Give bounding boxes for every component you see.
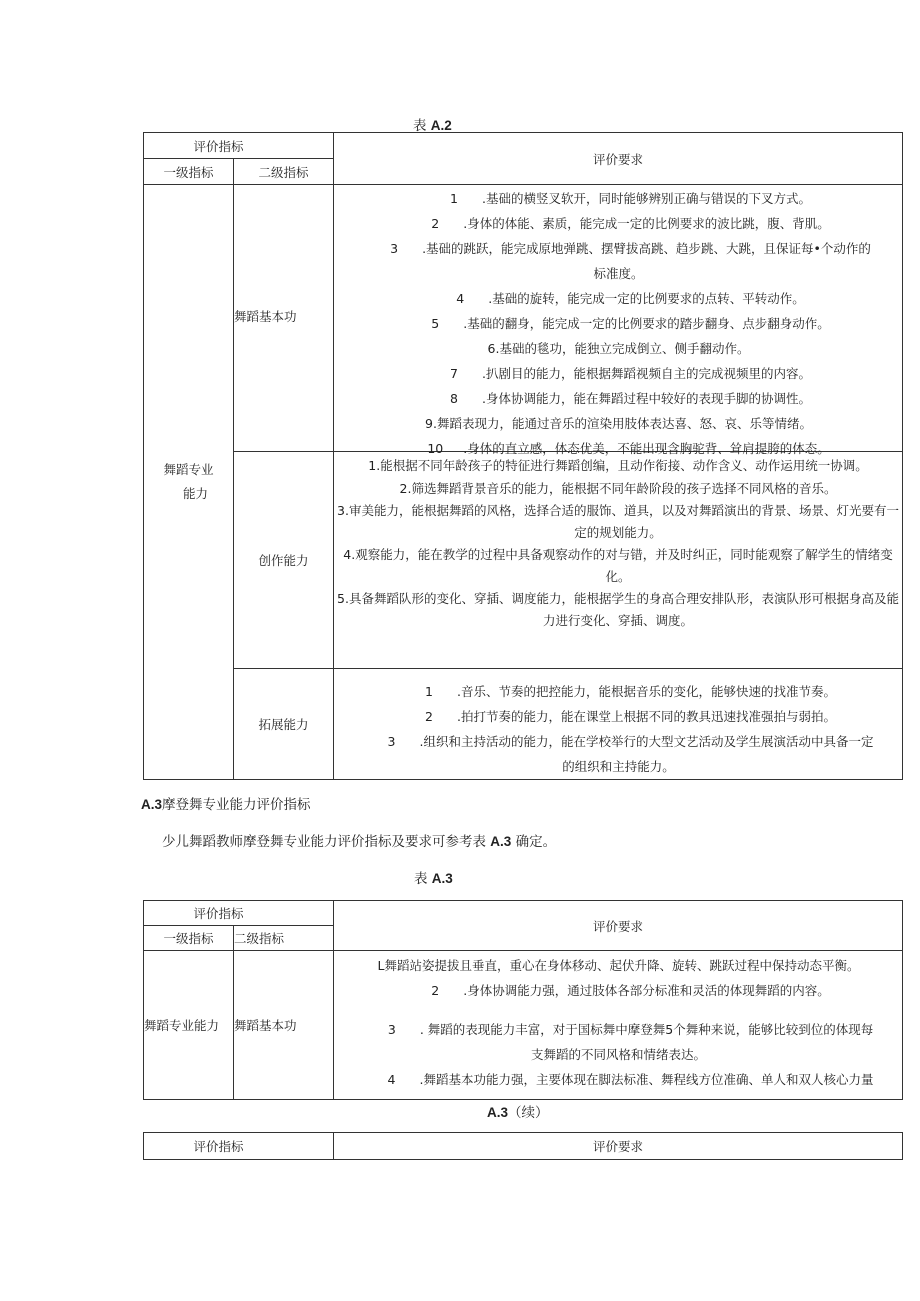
requirement-line: 1 .音乐、节奏的把控能力，能根据音乐的变化，能够快速的找准节奏。 bbox=[425, 684, 836, 699]
table-a2 bbox=[143, 132, 903, 780]
requirement-line: 3 .基础的跳跃，能完成原地弹跳、摆臂拔高跳、趋步跳、大跳，且保证每•个动作的 bbox=[390, 241, 871, 256]
requirement-line: 2 .拍打节奏的能力，能在课堂上根据不同的教具迅速找准强拍与弱拍。 bbox=[425, 709, 836, 724]
table-a3-continued bbox=[143, 1132, 903, 1160]
requirement-line: 10 .身体的直立感，体态优美，不能出现含胸驼背、耸肩提胯的体态。 bbox=[427, 441, 830, 456]
section-a3-paragraph: 少儿舞蹈教师摩登舞专业能力评价指标及要求可参考表 A.3 确定。 bbox=[162, 834, 557, 850]
header-evaluation-index: 评价指标 bbox=[144, 901, 334, 926]
requirement-line: 标准度。 bbox=[593, 266, 644, 281]
requirement-line: 9.舞蹈表现力，能通过音乐的渲染用肢体表达喜、怒、哀、乐等情绪。 bbox=[425, 416, 812, 431]
level2-creation-ability: 创作能力 bbox=[234, 452, 334, 669]
header-level2: 二级指标 bbox=[234, 159, 334, 185]
requirement-line: 1 .基础的横竖叉软开，同时能够辨别正确与错误的下叉方式。 bbox=[450, 191, 811, 206]
requirement-line: 的组织和主持能力。 bbox=[562, 759, 675, 774]
header-evaluation-requirement: 评价要求 bbox=[334, 133, 903, 185]
requirement-line: 3 .组织和主持活动的能力，能在学校举行的大型文艺活动及学生展演活动中具备一定 bbox=[387, 734, 874, 749]
requirement-line: 2.筛选舞蹈背景音乐的能力，能根据不同年龄阶段的孩子选择不同风格的音乐。 bbox=[399, 481, 837, 496]
level1-dance-ability: 舞蹈专业能力 bbox=[144, 951, 234, 1100]
basic-skill-requirements bbox=[334, 951, 903, 1100]
header-level1: 一级指标 bbox=[144, 159, 234, 185]
requirement-line: 支舞蹈的不同风格和情绪表达。 bbox=[531, 1047, 707, 1062]
requirement-line: 7 .扒剧目的能力，能根据舞蹈视频自主的完成视频里的内容。 bbox=[450, 366, 811, 381]
level2-basic-skill: 舞蹈基本功 bbox=[234, 185, 334, 452]
requirement-line: 3.审美能力，能根据舞蹈的风格，选择合适的服饰、道具，以及对舞蹈演出的背景、场景、灯光要有一定的规划能力。 bbox=[337, 503, 899, 540]
requirement-line: 5.具备舞蹈队形的变化、穿插、调度能力，能根据学生的身高合理安排队形，表演队形可根据身高及能力进行变化、穿插、调度。 bbox=[337, 591, 899, 628]
requirement-line: 4 .基础的旋转，能完成一定的比例要求的点转、平转动作。 bbox=[456, 291, 805, 306]
table-a3-caption: 表 A.3 bbox=[414, 871, 453, 887]
level2-extension-ability: 拓展能力 bbox=[234, 669, 334, 780]
requirement-line: 4 .舞蹈基本功能力强，主要体现在脚法标准、舞程线方位准确、单人和双人核心力量 bbox=[387, 1072, 874, 1087]
header-evaluation-requirement: 评价要求 bbox=[334, 1133, 903, 1160]
table-a2-caption: 表 A.2 bbox=[413, 118, 452, 134]
header-evaluation-index: 评价指标 bbox=[144, 1133, 334, 1160]
requirement-line: 8 .身体协调能力，能在舞蹈过程中较好的表现手脚的协调性。 bbox=[450, 391, 811, 406]
level1-dance-ability: 舞蹈专业 能力 bbox=[144, 185, 234, 780]
level2-basic-skill: 舞蹈基本功 bbox=[234, 951, 334, 1100]
requirement-line: 2 .身体的体能、素质，能完成一定的比例要求的波比跳，腹、背肌。 bbox=[431, 216, 830, 231]
extension-requirements bbox=[334, 669, 903, 780]
table-a3 bbox=[143, 900, 903, 1100]
requirement-line: 1.能根据不同年龄孩子的特征进行舞蹈创编，且动作衔接、动作含义、动作运用统一协调。 bbox=[368, 458, 868, 473]
header-evaluation-requirement: 评价要求 bbox=[334, 901, 903, 951]
requirement-line: 3 . 舞蹈的表现能力丰富，对于国标舞中摩登舞5个舞种来说，能够比较到位的体现每 bbox=[387, 1022, 874, 1037]
basic-skill-requirements bbox=[334, 185, 903, 456]
header-evaluation-index: 评价指标 bbox=[144, 133, 334, 159]
requirement-line: 5 .基础的翻身，能完成一定的比例要求的踏步翻身、点步翻身动作。 bbox=[431, 316, 830, 331]
creation-requirements bbox=[334, 452, 903, 669]
header-level2: 二级指标 bbox=[234, 926, 334, 951]
requirement-line: 6.基础的毯功，能独立完成倒立、侧手翻动作。 bbox=[487, 341, 750, 356]
requirement-line: 4.观察能力，能在教学的过程中具备观察动作的对与错，并及时纠正，同时能观察了解学生的情绪变化。 bbox=[343, 547, 893, 584]
requirement-line: 2 .身体协调能力强，通过肢体各部分标准和灵活的体现舞蹈的内容。 bbox=[431, 983, 830, 998]
table-a3-continued-caption: A.3（续） bbox=[487, 1105, 549, 1121]
requirement-line: L舞蹈站姿提拔且垂直，重心在身体移动、起伏升降、旋转、跳跃过程中保持动态平衡。 bbox=[377, 958, 860, 973]
section-a3-heading: A.3摩登舞专业能力评价指标 bbox=[141, 797, 311, 813]
header-level1: 一级指标 bbox=[144, 926, 234, 951]
